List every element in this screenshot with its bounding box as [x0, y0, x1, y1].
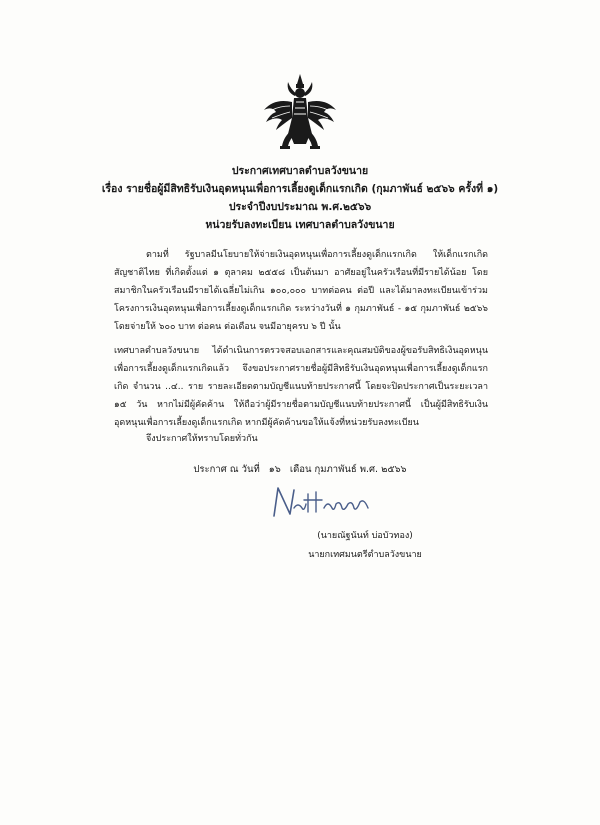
- date-prefix: ประกาศ ณ วันที่: [193, 464, 260, 475]
- notice-title: ประกาศเทศบาลตำบลวังขนาย: [231, 165, 369, 177]
- fiscal-year: ประจำปีงบประมาณ พ.ศ.๒๕๖๖: [228, 201, 372, 213]
- signer-position: นายกเทศมนตรีตำบลวังขนาย: [308, 550, 422, 560]
- announcement-date: [0, 462, 600, 477]
- signer-name: (นายณัฐนันท์ บ่อบัวทอง): [317, 531, 413, 541]
- date-day: ๑๖: [268, 464, 281, 475]
- paragraph-announcement: เทศบาลตำบลวังขนาย ได้ดำเนินการตรวจสอบเอกสารและคุณสมบัติของผู้ขอรับสิทธิเงินอุดหนุนเพื่อการเลี้ยงดูเด็กแรกเกิดแล้ว จึงขอประกาศรายชื่อผู้มีสิทธิรับเงินอุดหนุนเพื่อการเลี้ยงดูเด็กแรกเกิด จำนวน ..๔.. ราย รายละเอียดตามบัญชีแนบท้ายประกาศนี้ โดยจะปิดประกาศเป็นระยะเวลา ๑๕ วัน หากไม่มีผู้คัดค้าน ให้ถือว่าผู้มีรายชื่อตามบัญชีแนบท้ายประกาศนี้ เป็นผู้มีสิทธิรับเงินอุดหนุนเพื่อการเลี้ยงดูเด็กแรกเกิด หากมีผู้คัดค้านขอให้แจ้งที่หน่วยรับลงทะเบียน: [114, 346, 488, 428]
- garuda-emblem-icon: [262, 72, 338, 152]
- signature: [268, 480, 378, 524]
- notice-subject: เรื่อง รายชื่อผู้มีสิทธิรับเงินอุดหนุนเพื่อการเลี้ยงดูเด็กแรกเกิด (กุมภาพันธ์ ๒๕๖๖ ครั้งที่ ๑): [101, 183, 499, 195]
- registration-unit: หน่วยรับลงทะเบียน เทศบาลตำบลวังขนาย: [205, 219, 395, 231]
- date-month-year: เดือน กุมภาพันธ์ พ.ศ. ๒๕๖๖: [289, 464, 407, 475]
- paragraph-closing: จึงประกาศให้ทราบโดยทั่วกัน: [146, 434, 258, 444]
- paragraph-policy: ตามที่ รัฐบาลมีนโยบายให้จ่ายเงินอุดหนุนเพื่อการเลี้ยงดูเด็กแรกเกิด ให้เด็กแรกเกิดสัญชาติไทย ที่เกิดตั้งแต่ ๑ ตุลาคม ๒๕๕๘ เป็นต้นมา อาศัยอยู่ในครัวเรือนที่มีรายได้น้อย โดยสมาชิกในครัวเรือนมีรายได้เฉลี่ยไม่เกิน ๑๐๐,๐๐๐ บาทต่อคน ต่อปี และได้มาลงทะเบียนเข้าร่วมโครงการเงินอุดหนุนเพื่อการเลี้ยงดูเด็กแรกเกิด ระหว่างวันที่ ๑ กุมภาพันธ์ - ๑๕ กุมภาพันธ์ ๒๕๖๖ โดยจ่ายให้ ๖๐๐ บาท ต่อคน ต่อเดือน จนมีอายุครบ ๖ ปี นั้น: [114, 250, 488, 332]
